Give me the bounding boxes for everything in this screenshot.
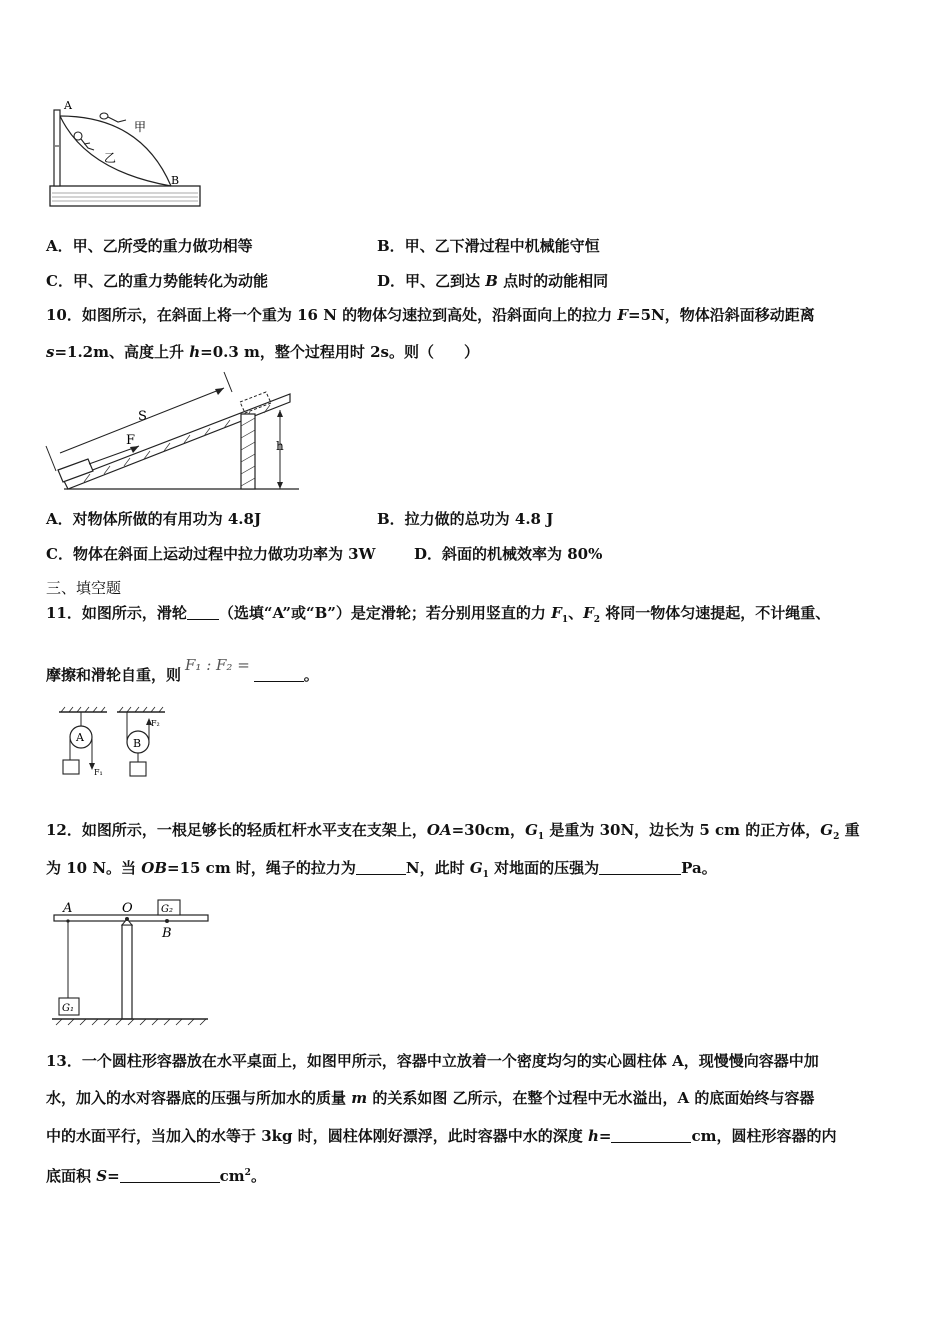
q12-var-G1: G <box>525 821 538 839</box>
label-jia: 甲 <box>134 120 147 134</box>
q13-sup: 2 <box>244 1168 251 1178</box>
fig-label-B: B <box>133 737 142 750</box>
q13-blank-1[interactable] <box>611 1128 691 1143</box>
q12-var-G2: G <box>820 821 834 839</box>
q11-sub-1: 1 <box>561 615 569 625</box>
q12-text-2d: 对地面的压强为 <box>488 859 600 877</box>
q13-text-4c: cm <box>219 1167 245 1185</box>
q10-option-d[interactable]: D．斜面的机械效率为 80% <box>414 545 603 563</box>
q13-text-3b: = <box>598 1127 612 1145</box>
q12-var-OA: OA <box>426 821 452 839</box>
label-yi: 乙 <box>104 151 117 165</box>
figure-slides <box>46 96 206 211</box>
lever-label-G2: G₂ <box>161 904 173 915</box>
q10-stem-line2 <box>46 342 479 362</box>
q11-text-end: 。 <box>303 666 319 684</box>
lever-label-G1: G₁ <box>62 1003 74 1014</box>
q12-var-OB: OB <box>141 859 168 877</box>
q9-option-c[interactable]: C．甲、乙的重力势能转化为动能 <box>46 272 268 290</box>
q11-text-2a: 摩擦和滑轮自重，则 <box>46 666 182 684</box>
q12-var-G1b: G <box>469 859 483 877</box>
q11-var-F2: F <box>583 604 594 622</box>
q10-text-2a: =1.2m、高度上升 <box>54 343 190 361</box>
q13-text-2b: 的关系如图 乙所示，在整个过程中无水溢出，A 的底面始终与容器 <box>367 1089 815 1107</box>
lever-label-B: B <box>162 926 172 941</box>
q11-sep: 、 <box>568 604 584 622</box>
q12-blank-1[interactable] <box>356 860 406 875</box>
q11-stem-line2 <box>46 656 319 685</box>
q13-var-S: S <box>96 1167 108 1185</box>
q10-option-b[interactable]: B．拉力做的总功为 4.8 J <box>377 510 554 528</box>
q13-text-3c: cm，圆柱形容器的内 <box>691 1127 837 1145</box>
q13-stem-line1: 13．一个圆柱形容器放在水平桌面上，如图甲所示，容器中立放着一个密度均匀的实心圆柱体 A，现慢慢向容器中加 <box>46 1052 819 1070</box>
q11-var-F1: F <box>551 604 562 622</box>
q10-var-h: h <box>189 343 201 361</box>
label-h: h <box>276 439 284 453</box>
figure-lever <box>48 895 213 1027</box>
q12-sub-G1: 1 <box>537 832 545 842</box>
fig-label-F1: F₁ <box>94 768 103 777</box>
q11-text-1c: 将同一物体匀速提起，不计绳重、 <box>600 604 831 622</box>
q13-var-m: m <box>351 1089 368 1107</box>
q12-text-2a: 为 10 N。当 <box>46 859 142 877</box>
q10-option-c[interactable]: C．物体在斜面上运动过程中拉力做功功率为 3W <box>46 545 376 563</box>
q9-option-d-pre: D．甲、乙到达 <box>377 272 486 290</box>
q10-stem-line1 <box>46 305 815 325</box>
q12-text-1d: 重 <box>839 821 860 839</box>
q10-var-s: s <box>46 343 55 361</box>
q9-option-a[interactable]: A．甲、乙所受的重力做功相等 <box>46 237 253 255</box>
q11-blank-2[interactable] <box>254 667 304 682</box>
q13-text-4b: = <box>107 1167 120 1185</box>
person-jia-icon <box>100 113 126 122</box>
q11-sub-2: 2 <box>593 615 601 625</box>
q11-blank-1[interactable] <box>187 605 219 620</box>
fig-label-F2: F₂ <box>151 719 160 728</box>
q11-text-1b: （选填“A”或“B”）是定滑轮；若分别用竖直的力 <box>218 604 552 622</box>
q10-text-1a: 10．如图所示，在斜面上将一个重为 16 N 的物体匀速拉到高处，沿斜面向上的拉力 <box>46 306 618 324</box>
q9-var-b: B <box>485 272 498 290</box>
q13-var-h: h <box>588 1127 599 1145</box>
q12-blank-2[interactable] <box>599 860 681 875</box>
q12-text-1b: =30cm， <box>451 821 526 839</box>
q13-stem-line3 <box>46 1126 837 1146</box>
q13-blank-2[interactable] <box>120 1168 220 1183</box>
q13-text-3a: 中的水面平行，当加入的水等于 3kg 时，圆柱体刚好漂浮，此时容器中水的深度 <box>46 1127 588 1145</box>
q11-stem-line1 <box>46 603 830 630</box>
fig-label-A: A <box>76 731 84 744</box>
q12-sub-G2: 2 <box>833 832 840 842</box>
q13-text-4d: 。 <box>250 1167 266 1185</box>
q10-text-1b: =5N，物体沿斜面移动距离 <box>628 306 815 324</box>
figure-pulleys <box>55 704 175 782</box>
q11-text-1a: 11．如图所示，滑轮 <box>46 604 187 622</box>
q13-text-4a: 底面积 <box>46 1167 97 1185</box>
q12-stem-line1 <box>46 820 860 847</box>
q11-formula: F₁ : F₂ = <box>185 656 250 674</box>
q12-text-1a: 12．如图所示，一根足够长的轻质杠杆水平支在支架上， <box>46 821 427 839</box>
q10-var-F: F <box>617 306 629 324</box>
lever-label-A: A <box>63 901 73 916</box>
q12-stem-line2 <box>46 858 717 885</box>
q12-text-2c: N，此时 <box>405 859 470 877</box>
label-B: B <box>171 174 180 187</box>
label-F: F <box>126 433 136 448</box>
figure-incline <box>44 368 304 496</box>
lever-label-O: O <box>122 901 133 916</box>
q12-text-2e: Pa。 <box>681 859 717 877</box>
q10-option-a[interactable]: A．对物体所做的有用功为 4.8J <box>46 510 262 528</box>
q13-text-2a: 水，加入的水对容器底的压强与所加水的质量 <box>46 1089 352 1107</box>
q12-sub-G1b: 1 <box>482 870 489 880</box>
q12-text-1c: 是重为 30N，边长为 5 cm 的正方体， <box>544 821 821 839</box>
q13-stem-line2 <box>46 1088 814 1108</box>
q9-option-d[interactable] <box>377 271 608 291</box>
q13-stem-line4 <box>46 1163 266 1186</box>
q10-text-2b: =0.3 m，整个过程用时 2s。则（ ） <box>200 343 479 361</box>
q9-option-d-post: 点时的动能相同 <box>497 272 609 290</box>
q12-text-2b: =15 cm 时，绳子的拉力为 <box>167 859 356 877</box>
label-S: S <box>138 409 147 424</box>
q9-option-b[interactable]: B．甲、乙下滑过程中机械能守恒 <box>377 237 600 255</box>
section-title: 三、填空题 <box>46 579 122 597</box>
label-A: A <box>64 99 72 112</box>
